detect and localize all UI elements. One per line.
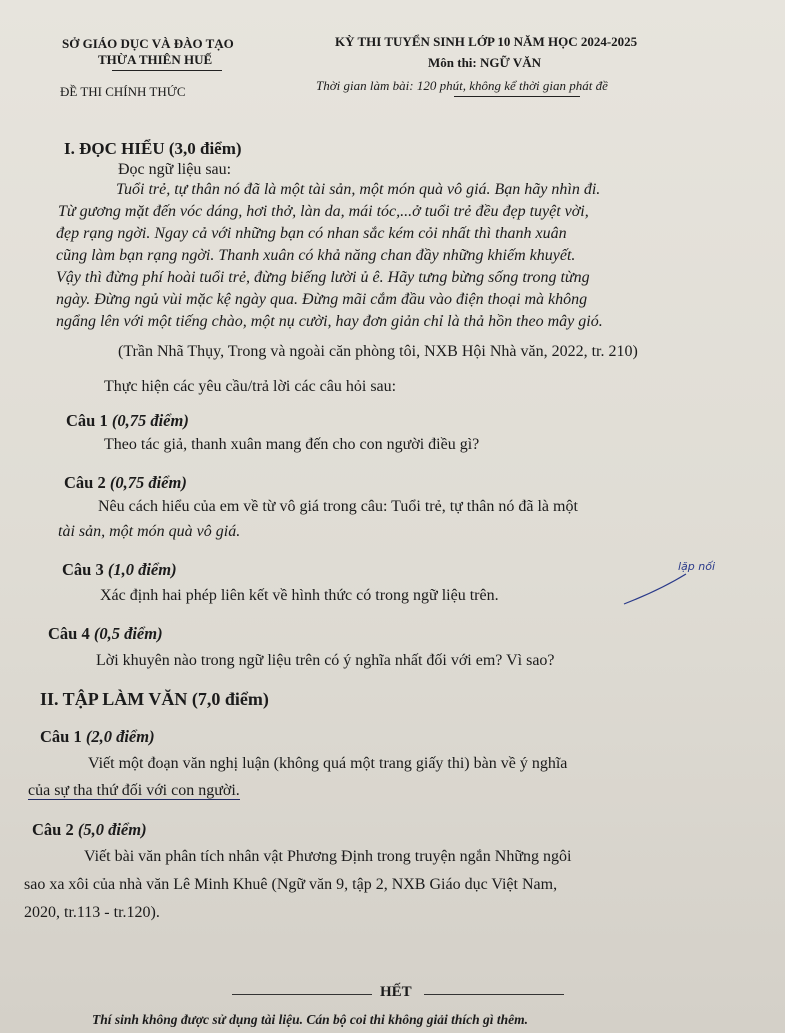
passage-line: Tuổi trẻ, tự thân nó đã là một tài sản, một món quà vô giá. Bạn hãy nhìn đi.: [116, 181, 601, 198]
question-text-cont: của sự tha thứ đối với con người.: [28, 782, 240, 799]
question-text-cont: 2020, tr.113 - tr.120).: [24, 904, 160, 921]
passage-line: cũng làm bạn rạng ngời. Thanh xuân có khả năng chan đầy những khiếm khuyết.: [56, 247, 576, 264]
question-text-cont: sao xa xôi của nhà văn Lê Minh Khuê (Ngữ văn 9, tập 2, NXB Giáo dục Việt Nam,: [24, 876, 558, 893]
question-label: Câu 3 (1,0 điểm): [62, 560, 177, 579]
header-underline-left: [112, 70, 222, 71]
end-marker: HẾT: [380, 984, 412, 1000]
question-text: Theo tác giả, thanh xuân mang đến cho con người điều gì?: [104, 436, 480, 453]
question-text: Xác định hai phép liên kết về hình thức có trong ngữ liệu trên.: [100, 587, 499, 604]
question-label: Câu 2 (0,75 điểm): [64, 473, 187, 492]
question-label: Câu 1 (0,75 điểm): [66, 411, 189, 430]
end-rule-left: [232, 994, 372, 995]
question-text-cont: tài sản, một món quà vô giá.: [58, 523, 241, 540]
part1-heading: I. ĐỌC HIỂU (3,0 điểm): [64, 139, 242, 158]
part1-intro: Đọc ngữ liệu sau:: [118, 161, 232, 178]
footer-note: Thí sinh không được sử dụng tài liệu. Cán bộ coi thi không giải thích gì thêm.: [92, 1012, 529, 1027]
question-label: Câu 2 (5,0 điểm): [32, 820, 147, 839]
official-label: ĐỀ THI CHÍNH THỨC: [60, 84, 186, 99]
handwritten-stroke: [620, 570, 690, 610]
time-label: Thời gian làm bài: 120 phút, không kể thời gian phát đề: [316, 78, 608, 93]
header-underline-right: [454, 96, 580, 97]
part1-instruction: Thực hiện các yêu cầu/trả lời các câu hỏi sau:: [104, 378, 397, 395]
question-text: Lời khuyên nào trong ngữ liệu trên có ý nghĩa nhất đối với em? Vì sao?: [96, 652, 555, 669]
passage-line: ngày. Đừng ngủ vùi mặc kệ ngày qua. Đừng mãi cắm đầu vào điện thoại mà không: [56, 291, 588, 308]
question-text: Viết bài văn phân tích nhân vật Phương Định trong truyện ngắn Những ngôi: [84, 848, 572, 865]
handwritten-note: lặp nối: [678, 560, 716, 573]
passage-line: đẹp rạng ngời. Ngay cả với những bạn có nhan sắc kém cỏi nhất thì thanh xuân: [56, 225, 567, 242]
passage-line: ngẩng lên với một tiếng chào, một nụ cười, hay đơn giản chỉ là thả hồn theo mây gió.: [56, 313, 603, 330]
subject-label: Môn thi: NGỮ VĂN: [428, 55, 542, 70]
passage-line: Vậy thì đừng phí hoài tuổi trẻ, đừng biếng lười ủ ê. Hãy tưng bừng sống trong từng: [56, 269, 590, 286]
question-text: Nêu cách hiểu của em về từ vô giá trong câu: Tuổi trẻ, tự thân nó đã là một: [98, 498, 578, 515]
question-label: Câu 1 (2,0 điểm): [40, 727, 155, 746]
passage-source: (Trần Nhã Thụy, Trong và ngoài căn phòng tôi, NXB Hội Nhà văn, 2022, tr. 210): [118, 343, 638, 360]
province-name: THỪA THIÊN HUẾ: [98, 52, 213, 67]
passage-line: Từ gương mặt đến vóc dáng, hơi thở, làn da, mái tóc,...ở tuổi trẻ đều đẹp tuyệt vời,: [58, 203, 589, 220]
end-rule-right: [424, 994, 564, 995]
dept-name: SỞ GIÁO DỤC VÀ ĐÀO TẠO: [62, 36, 234, 51]
part2-heading: II. TẬP LÀM VĂN (7,0 điểm): [40, 689, 269, 709]
exam-title: KỲ THI TUYỂN SINH LỚP 10 NĂM HỌC 2024-2025: [335, 34, 638, 49]
question-label: Câu 4 (0,5 điểm): [48, 624, 163, 643]
question-text: Viết một đoạn văn nghị luận (không quá một trang giấy thi) bàn về ý nghĩa: [88, 755, 568, 772]
